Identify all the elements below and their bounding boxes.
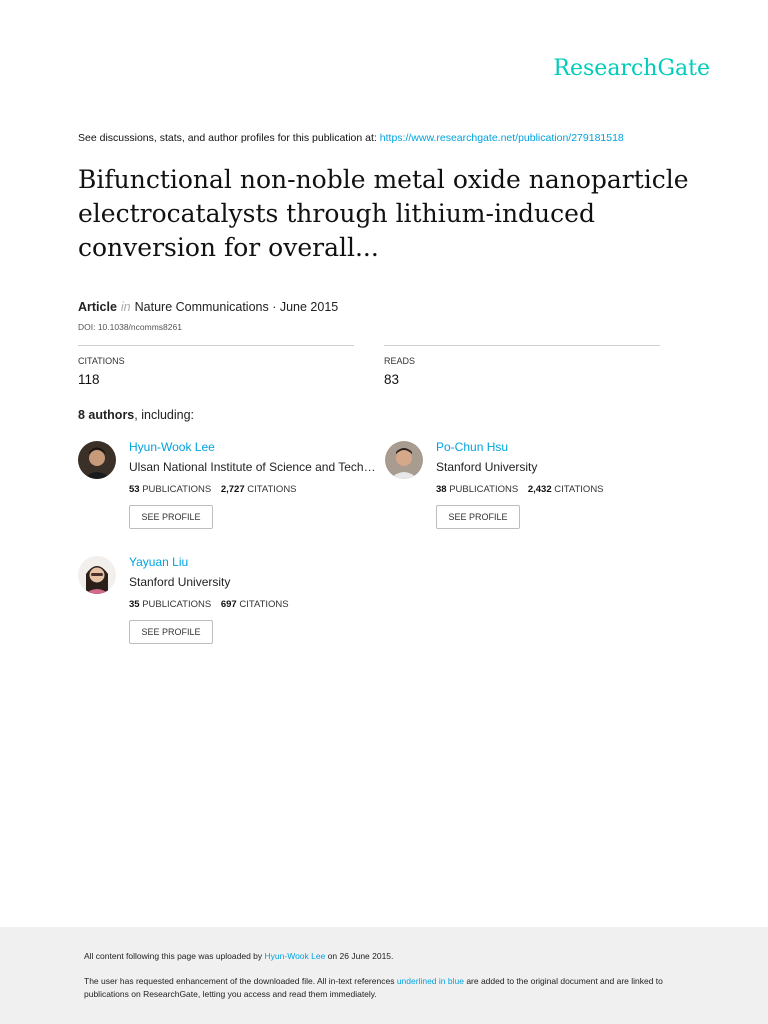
publication-title: Bifunctional non-noble metal oxide nanoparticle electrocatalysts through lithium-induced conversion for overall... [78,165,689,262]
publications-count: 53 [129,484,140,495]
authors-count: 8 authors [78,408,135,422]
authors-heading [78,408,194,422]
upload-note [84,951,393,961]
citations-stat [78,345,354,387]
author-institution: Stanford University [129,575,231,589]
upload-note-pre: All content following this page was uploaded by [84,951,263,961]
authors-including: , including: [134,408,195,422]
publication-type: Article [78,300,117,314]
underlined-in-blue-link[interactable]: underlined in blue [396,976,464,986]
avatar[interactable] [78,441,116,479]
publication-meta [78,300,338,314]
reads-label: READS [384,356,416,366]
citations-label: CITATIONS [78,356,125,366]
author-institution: Ulsan National Institute of Science and Tech… [129,460,376,474]
reads-stat [384,345,660,387]
see-profile-button[interactable]: SEE PROFILE [436,505,520,529]
see-profile-button[interactable]: SEE PROFILE [129,620,213,644]
avatar[interactable] [385,441,423,479]
author-stats [129,599,389,610]
publications-count: 38 [436,484,447,495]
publications-count: 35 [129,599,140,610]
journal-and-date[interactable]: Nature Communications · June 2015 [134,300,339,314]
author-institution: Stanford University [436,460,538,474]
citations-label: CITATIONS [239,599,289,610]
footer [0,927,768,1024]
see-discussions-text: See discussions, stats, and author profiles for this publication at: [78,132,377,144]
researchgate-logo[interactable]: ResearchGate [553,56,710,81]
author-stats [436,484,696,495]
doi: DOI: 10.1038/ncomms8261 [78,322,182,332]
notice-post: are added to the original document and are linked to publications on ResearchGate, letting you access and read them immediately. [84,976,663,999]
publication-url-link[interactable]: https://www.researchgate.net/publication/279181518 [379,132,624,144]
upload-note-post: on 26 June 2015. [327,951,394,961]
citations-count: 2,727 [220,484,245,495]
uploader-link[interactable]: Hyun-Wook Lee [264,951,326,961]
in-word: in [120,300,131,314]
notice-pre: The user has requested enhancement of the downloaded file. All in-text references [84,976,395,986]
publication-url-line [78,132,624,144]
publications-label: PUBLICATIONS [142,484,212,495]
see-profile-button[interactable]: SEE PROFILE [129,505,213,529]
reads-value: 83 [384,372,400,387]
author-name[interactable]: Po-Chun Hsu [436,440,509,454]
author-name[interactable]: Yayuan Liu [129,555,189,569]
avatar[interactable] [78,556,116,594]
publications-label: PUBLICATIONS [449,484,519,495]
citations-value: 118 [78,372,100,387]
citations-count: 2,432 [527,484,552,495]
author-name[interactable]: Hyun-Wook Lee [129,440,215,454]
citations-label: CITATIONS [554,484,604,495]
citations-label: CITATIONS [247,484,297,495]
author-stats [129,484,389,495]
enhancement-notice [84,975,704,1001]
publications-label: PUBLICATIONS [142,599,212,610]
citations-count: 697 [220,599,237,610]
